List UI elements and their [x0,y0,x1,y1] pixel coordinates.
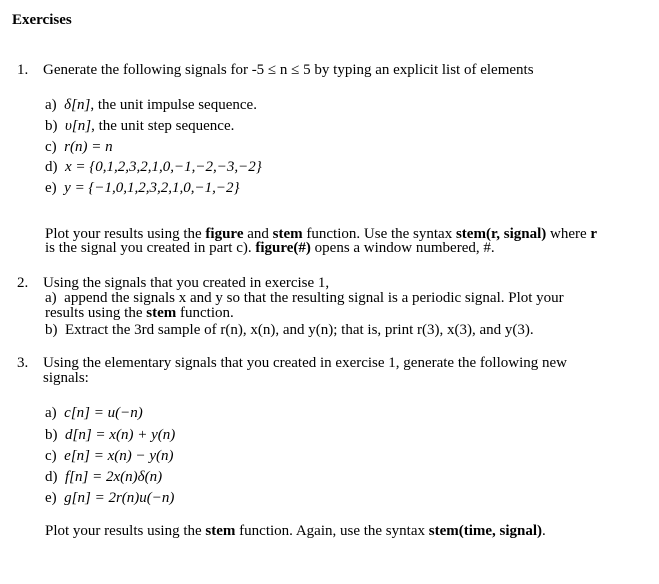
item-label: a) [45,405,57,421]
exercise-1-plot-line-2 [45,241,495,256]
text: Plot your results using the [45,523,206,539]
exercise-1-item-b [45,119,234,134]
item-label: a) [45,97,57,113]
exercise-2-item-b [45,323,534,338]
item-expr: r(n) = n [64,139,113,155]
exercise-3-item-a [45,406,143,421]
exercise-3-item-c [45,449,174,464]
text: function. [176,305,234,321]
keyword-stem: stem [205,523,236,539]
item-label: b) [45,427,58,443]
exercise-2-intro: Using the signals that you created in exercise 1, [43,275,330,291]
syntax-signal: signal) [503,226,547,242]
item-text: append the signals x and y so that the resulting signal is a periodic signal. Plot your [64,290,564,306]
text: Plot your results using the [45,226,206,242]
item-expr: y = {−1,0,1,2,3,2,1,0,−1,−2} [64,180,240,196]
exercise-2-item-a-line-1 [45,291,564,306]
exercise-1-item-d [45,160,262,175]
exercise-1-intro: Generate the following signals for -5 ≤ n ≤ 5 by typing an explicit list of elements [43,62,534,78]
item-label: b) [45,118,58,134]
text: where [546,226,591,242]
item-label: b) [45,322,58,338]
exercise-1-item-c [45,140,113,155]
exercise-1-item-a [45,98,257,113]
exercise-3-intro-1: Using the elementary signals that you created in exercise 1, generate the following new [43,355,567,371]
item-expr: d[n] = x(n) + y(n) [65,427,176,443]
exercise-3-intro-2: signals: [43,370,89,386]
text: function. Again, use the syntax [235,523,429,539]
item-label: a) [45,290,57,306]
item-label: e) [45,180,57,196]
keyword-stem: stem [146,305,177,321]
item-expr: g[n] = 2r(n)u(−n) [64,490,175,506]
text: is the signal you created in part c). [45,240,256,256]
keyword-stem: stem [272,226,303,242]
item-expr: c[n] = u(−n) [64,405,143,421]
item-label: d) [45,469,58,485]
item-label: c) [45,139,57,155]
keyword-figure: figure [205,226,244,242]
exercise-3-item-e [45,491,174,506]
item-expr: x = {0,1,2,3,2,1,0,−1,−2,−3,−2} [65,159,262,175]
exercise-2-item-a-line-2 [45,306,234,321]
item-expr: f[n] = 2x(n)δ(n) [65,469,163,485]
text: function. Use the syntax [302,226,456,242]
item-label: c) [45,448,57,464]
syntax-stem-time-signal: stem(time, signal) [428,523,543,539]
item-label: e) [45,490,57,506]
item-text: , the unit step sequence. [91,118,235,134]
text: results using the [45,305,147,321]
item-text: , the unit impulse sequence. [90,97,257,113]
item-text: Extract the 3rd sample of r(n), x(n), and y(n); that is, print r(3), x(3), and y(3). [65,322,534,338]
item-expr: δ[n] [64,97,91,113]
exercise-3-item-b [45,428,175,443]
syntax-stem: stem(r, [455,226,504,242]
exercise-3-number: 3. [17,355,29,371]
exercise-1-number: 1. [17,62,29,78]
text: opens a window numbered, #. [310,240,495,256]
keyword-figure-hash: figure(#) [255,240,311,256]
exercise-3-plot-line [45,524,546,539]
exercise-3-item-d [45,470,162,485]
exercise-1-item-e [45,181,240,196]
keyword-r: r [590,226,598,242]
item-expr: υ[n] [65,118,92,134]
exercise-2-number: 2. [17,275,29,291]
page-title: Exercises [12,12,72,28]
text: and [243,226,273,242]
item-expr: e[n] = x(n) − y(n) [64,448,174,464]
item-label: d) [45,159,58,175]
text: . [542,523,546,539]
